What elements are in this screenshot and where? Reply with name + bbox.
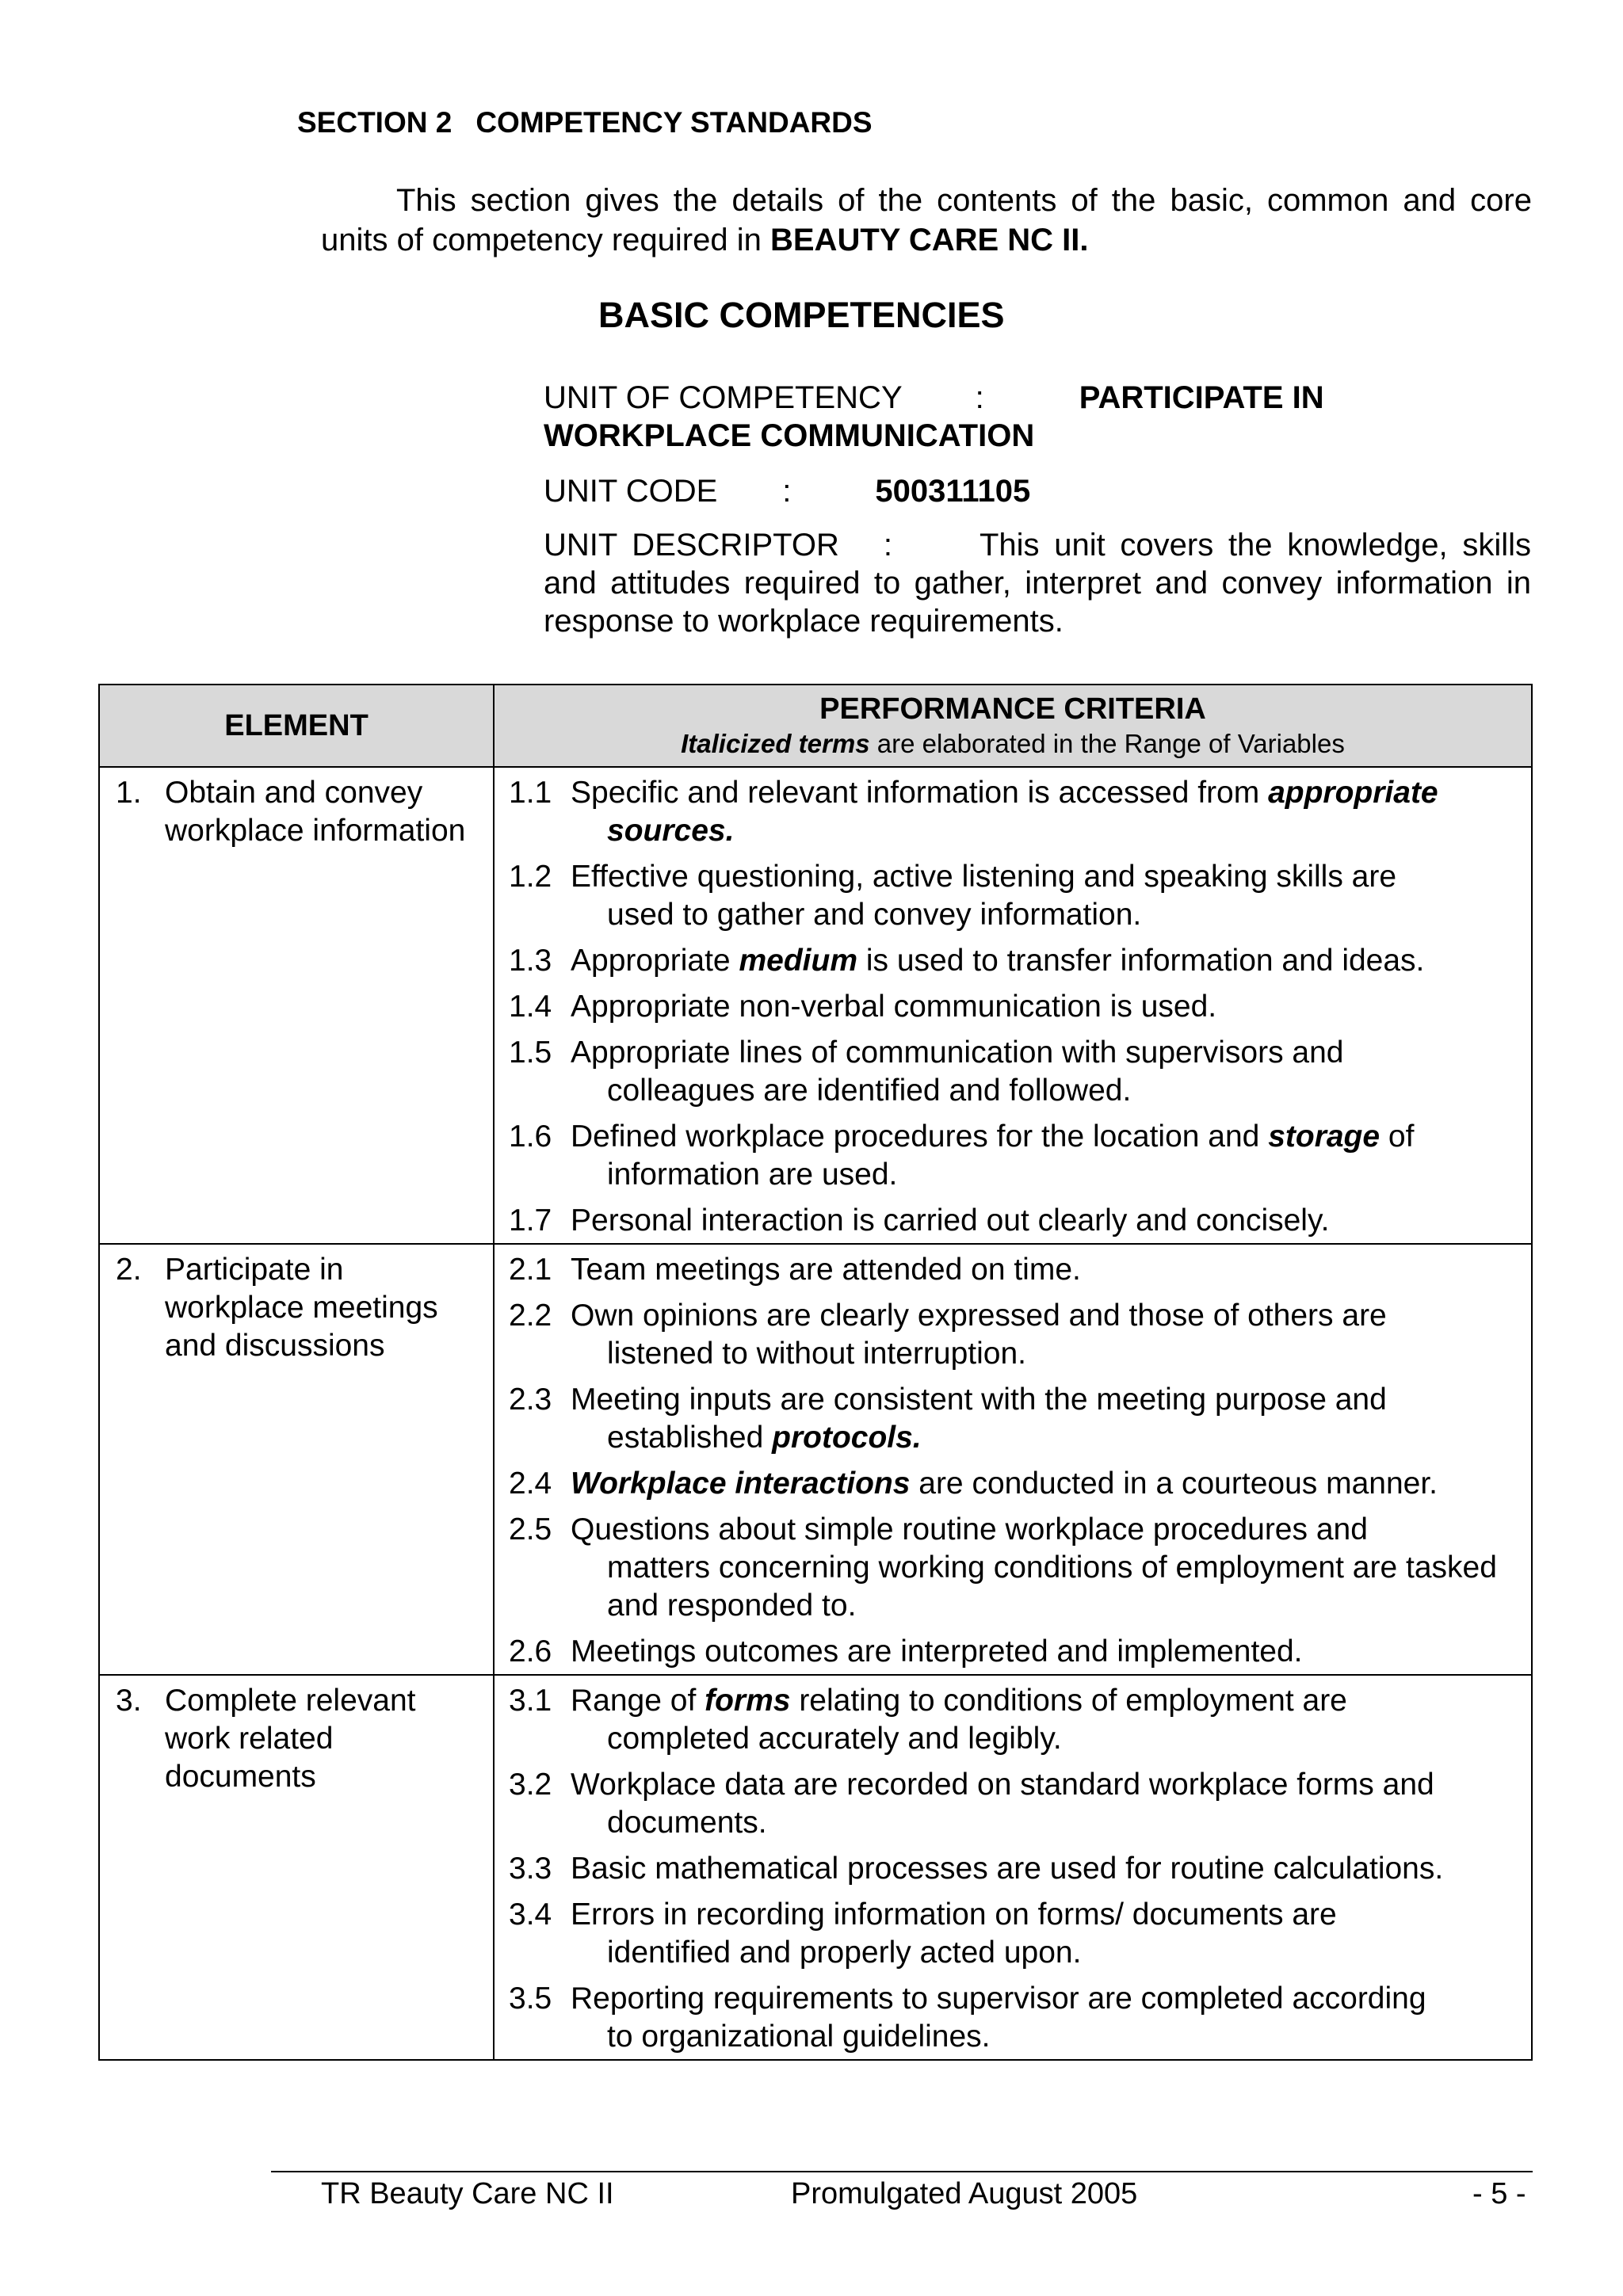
criterion-item	[509, 1511, 1526, 1625]
element-cell	[99, 1675, 494, 2060]
element-item	[116, 1682, 483, 1796]
page-title: BASIC COMPETENCIES	[598, 295, 1005, 335]
criterion-text	[571, 1297, 1526, 1373]
criterion-line	[571, 1119, 1414, 1154]
criterion-text-segment: Defined workplace procedures for the location and	[571, 1119, 1269, 1154]
element-header-label: ELEMENT	[224, 709, 369, 742]
criterion-item	[509, 1980, 1526, 2056]
criterion-text-segment: Personal interaction is carried out clearly and concisely.	[571, 1203, 1330, 1238]
criterion-line	[571, 1768, 1434, 1802]
element-number: 1.	[116, 776, 142, 810]
criterion-text-segment: Basic mathematical processes are used for routine calculations.	[571, 1852, 1444, 1886]
criterion-text	[571, 1633, 1526, 1671]
criterion-line	[571, 1466, 1438, 1501]
unit-descriptor-text: This unit covers the knowledge, skills and attitudes required to gather, interpret and convey information in response to workplace requirements.	[544, 528, 1531, 639]
criterion-item	[509, 774, 1526, 850]
section-title: COMPETENCY STANDARDS	[475, 106, 873, 139]
criterion-text-segment: are conducted in a courteous manner.	[910, 1466, 1438, 1501]
element-number: 2.	[116, 1253, 142, 1287]
criterion-text-segment: to organizational guidelines.	[607, 2019, 991, 2054]
criterion-text-segment: of	[1380, 1119, 1415, 1154]
competency-table	[98, 684, 1533, 2061]
criterion-text-segment: Meetings outcomes are interpreted and implemented.	[571, 1634, 1303, 1669]
criterion-item	[509, 1251, 1526, 1289]
footer-document-title: TR Beauty Care NC II	[321, 2177, 614, 2210]
element-cell	[99, 767, 494, 1244]
criterion-number: 1.1	[509, 776, 552, 810]
criterion-line	[571, 1981, 1426, 2016]
range-of-variables-term: forms	[705, 1684, 791, 1718]
performance-criteria-header-label: PERFORMANCE CRITERIA	[819, 692, 1206, 726]
element-cell	[99, 1244, 494, 1675]
header-note-bold: Italicized terms	[681, 729, 870, 758]
criterion-line	[571, 1299, 1387, 1333]
criterion-item	[509, 1465, 1526, 1503]
criterion-continuation	[571, 2018, 1526, 2056]
criterion-text-segment: Meeting inputs are consistent with the meeting purpose and	[571, 1383, 1387, 1417]
criterion-continuation	[571, 812, 1526, 850]
footer-divider	[271, 2171, 1533, 2172]
criterion-text	[571, 1251, 1526, 1289]
criterion-continuation	[571, 1549, 1526, 1625]
criteria-cell	[494, 1675, 1532, 2060]
criterion-item	[509, 1682, 1526, 1758]
criterion-item	[509, 1381, 1526, 1457]
criterion-text-segment: Effective questioning, active listening and speaking skills are	[571, 860, 1397, 894]
criterion-number: 1.3	[509, 944, 552, 978]
criterion-line	[571, 1684, 1347, 1718]
criterion-item	[509, 1034, 1526, 1110]
range-of-variables-term: medium	[739, 944, 857, 978]
criterion-text-segment: Errors in recording information on forms/ documents are	[571, 1897, 1337, 1932]
table-header-row	[99, 685, 1532, 767]
criterion-text-segment: is used to transfer information and ideas.	[857, 944, 1425, 978]
criterion-text	[571, 858, 1526, 934]
criterion-text	[571, 942, 1526, 980]
criterion-number: 1.6	[509, 1119, 552, 1154]
unit-of-competency-label: UNIT OF COMPETENCY	[544, 380, 903, 415]
criterion-line	[571, 1852, 1443, 1886]
column-header-performance-criteria	[494, 685, 1532, 767]
criterion-text-segment: Appropriate non-verbal communication is used.	[571, 990, 1217, 1024]
criterion-text	[571, 1682, 1526, 1758]
criterion-text	[571, 988, 1526, 1026]
criterion-item	[509, 1896, 1526, 1972]
criterion-line	[571, 990, 1216, 1024]
criterion-text-segment: Specific and relevant information is accessed from	[571, 776, 1269, 810]
criterion-text	[571, 1896, 1526, 1972]
criterion-text-segment: Reporting requirements to supervisor are completed according	[571, 1981, 1426, 2016]
criterion-continuation	[571, 1419, 1526, 1457]
criterion-line	[571, 776, 1438, 810]
criterion-text-segment: listened to without interruption.	[607, 1337, 1026, 1371]
criterion-number: 2.3	[509, 1383, 552, 1417]
footer-promulgation-date: Promulgated August 2005	[791, 2177, 1138, 2210]
criterion-text	[571, 1980, 1526, 2056]
criterion-line	[571, 1035, 1343, 1070]
element-title: Complete relevant work related documents	[165, 1684, 416, 1794]
criterion-number: 2.6	[509, 1634, 552, 1669]
criterion-number: 2.2	[509, 1299, 552, 1333]
criterion-line	[571, 1203, 1329, 1238]
criterion-text-segment: matters concerning working conditions of employment are tasked and responded to.	[607, 1550, 1497, 1623]
criterion-text-segment: Own opinions are clearly expressed and those of others are	[571, 1299, 1387, 1333]
criterion-text-segment: Appropriate lines of communication with supervisors and	[571, 1035, 1344, 1070]
criterion-item	[509, 1202, 1526, 1240]
criterion-number: 2.5	[509, 1512, 552, 1547]
criterion-number: 2.4	[509, 1466, 552, 1501]
criterion-text	[571, 774, 1526, 850]
header-note	[495, 727, 1530, 761]
criterion-number: 3.5	[509, 1981, 552, 2016]
unit-descriptor-label: UNIT DESCRIPTOR	[544, 528, 839, 563]
table-row	[99, 1244, 1532, 1675]
criterion-item	[509, 942, 1526, 980]
table-row	[99, 1675, 1532, 2060]
criterion-number: 3.4	[509, 1897, 552, 1932]
unit-code-value: 500311105	[875, 474, 1031, 509]
criterion-line	[571, 860, 1396, 894]
range-of-variables-term: Workplace interactions	[571, 1466, 911, 1501]
criteria-cell	[494, 1244, 1532, 1675]
criterion-continuation	[571, 1072, 1526, 1110]
criterion-line	[571, 944, 1424, 978]
unit-of-competency	[544, 379, 1531, 455]
criterion-line	[571, 1897, 1337, 1932]
criterion-item	[509, 1297, 1526, 1373]
criterion-number: 1.7	[509, 1203, 552, 1238]
criterion-text	[571, 1850, 1526, 1888]
element-title: Participate in workplace meetings and discussions	[165, 1253, 438, 1363]
header-note-text: are elaborated in the Range of Variables	[869, 729, 1345, 758]
criterion-text-segment: documents.	[607, 1806, 767, 1840]
criterion-line	[571, 1512, 1368, 1547]
criterion-text-segment: Workplace data are recorded on standard workplace forms and	[571, 1768, 1434, 1802]
unit-of-competency-value: PARTICIPATE IN	[1079, 380, 1324, 415]
criterion-item	[509, 858, 1526, 934]
criterion-continuation	[571, 1335, 1526, 1373]
criterion-continuation	[571, 1156, 1526, 1194]
criterion-text-segment: Questions about simple routine workplace procedures and	[571, 1512, 1368, 1547]
criterion-number: 3.1	[509, 1684, 552, 1718]
criterion-text	[571, 1465, 1526, 1503]
criterion-text	[571, 1381, 1526, 1457]
criterion-text	[571, 1511, 1526, 1625]
criterion-continuation	[571, 896, 1526, 934]
unit-code	[544, 472, 1531, 510]
criterion-line	[571, 1253, 1081, 1287]
section-heading	[297, 106, 873, 139]
criterion-text-segment: completed accurately and legibly.	[607, 1722, 1062, 1756]
qualification-name: BEAUTY CARE NC II.	[769, 223, 1089, 257]
criterion-number: 3.3	[509, 1852, 552, 1886]
criterion-text-segment: Team meetings are attended on time.	[571, 1253, 1081, 1287]
criterion-text	[571, 1118, 1526, 1194]
column-header-element	[99, 685, 494, 767]
unit-descriptor	[544, 526, 1531, 640]
section-number: SECTION 2	[297, 106, 453, 139]
criterion-number: 2.1	[509, 1253, 552, 1287]
criterion-continuation	[571, 1804, 1526, 1842]
criterion-line	[571, 1634, 1303, 1669]
criterion-item	[509, 1850, 1526, 1888]
range-of-variables-term: appropriate	[1268, 776, 1438, 810]
intro-paragraph	[321, 181, 1532, 260]
criterion-continuation	[571, 1934, 1526, 1972]
element-number: 3.	[116, 1684, 142, 1718]
element-item	[116, 1251, 483, 1365]
criterion-number: 1.2	[509, 860, 552, 894]
criterion-text	[571, 1202, 1526, 1240]
intro-text: This section gives the details of the contents of the basic, common and core units of competency required in	[321, 183, 1532, 257]
criterion-text	[571, 1766, 1526, 1842]
criterion-text-segment: identified and properly acted upon.	[607, 1936, 1082, 1970]
colon: :	[883, 528, 892, 563]
element-item	[116, 774, 483, 850]
unit-of-competency-value-line2: WORKPLACE COMMUNICATION	[544, 418, 1035, 453]
criterion-text-segment: established	[607, 1421, 773, 1455]
criterion-text-segment: relating to conditions of employment are	[790, 1684, 1347, 1718]
criterion-number: 3.2	[509, 1768, 552, 1802]
criterion-item	[509, 1766, 1526, 1842]
criterion-text-segment: colleagues are identified and followed.	[607, 1074, 1132, 1108]
criterion-item	[509, 988, 1526, 1026]
unit-code-label: UNIT CODE	[544, 474, 718, 509]
criterion-continuation	[571, 1720, 1526, 1758]
criterion-item	[509, 1633, 1526, 1671]
table-body	[99, 767, 1532, 2060]
range-of-variables-term: storage	[1268, 1119, 1381, 1154]
criterion-text-segment: used to gather and convey information.	[607, 898, 1142, 932]
criterion-text-segment: Appropriate	[571, 944, 739, 978]
colon: :	[782, 474, 792, 509]
criterion-line	[571, 1383, 1387, 1417]
criterion-number: 1.5	[509, 1035, 552, 1070]
range-of-variables-term: protocols.	[772, 1421, 922, 1455]
criterion-text	[571, 1034, 1526, 1110]
table-row	[99, 767, 1532, 1244]
page-number: - 5 -	[1472, 2177, 1526, 2210]
criteria-cell	[494, 767, 1532, 1244]
element-title: Obtain and convey workplace information	[165, 776, 466, 848]
range-of-variables-term: sources.	[607, 814, 735, 848]
criterion-number: 1.4	[509, 990, 552, 1024]
criterion-item	[509, 1118, 1526, 1194]
colon: :	[975, 380, 984, 415]
criterion-text-segment: Range of	[571, 1684, 705, 1718]
criterion-text-segment: information are used.	[607, 1158, 898, 1192]
